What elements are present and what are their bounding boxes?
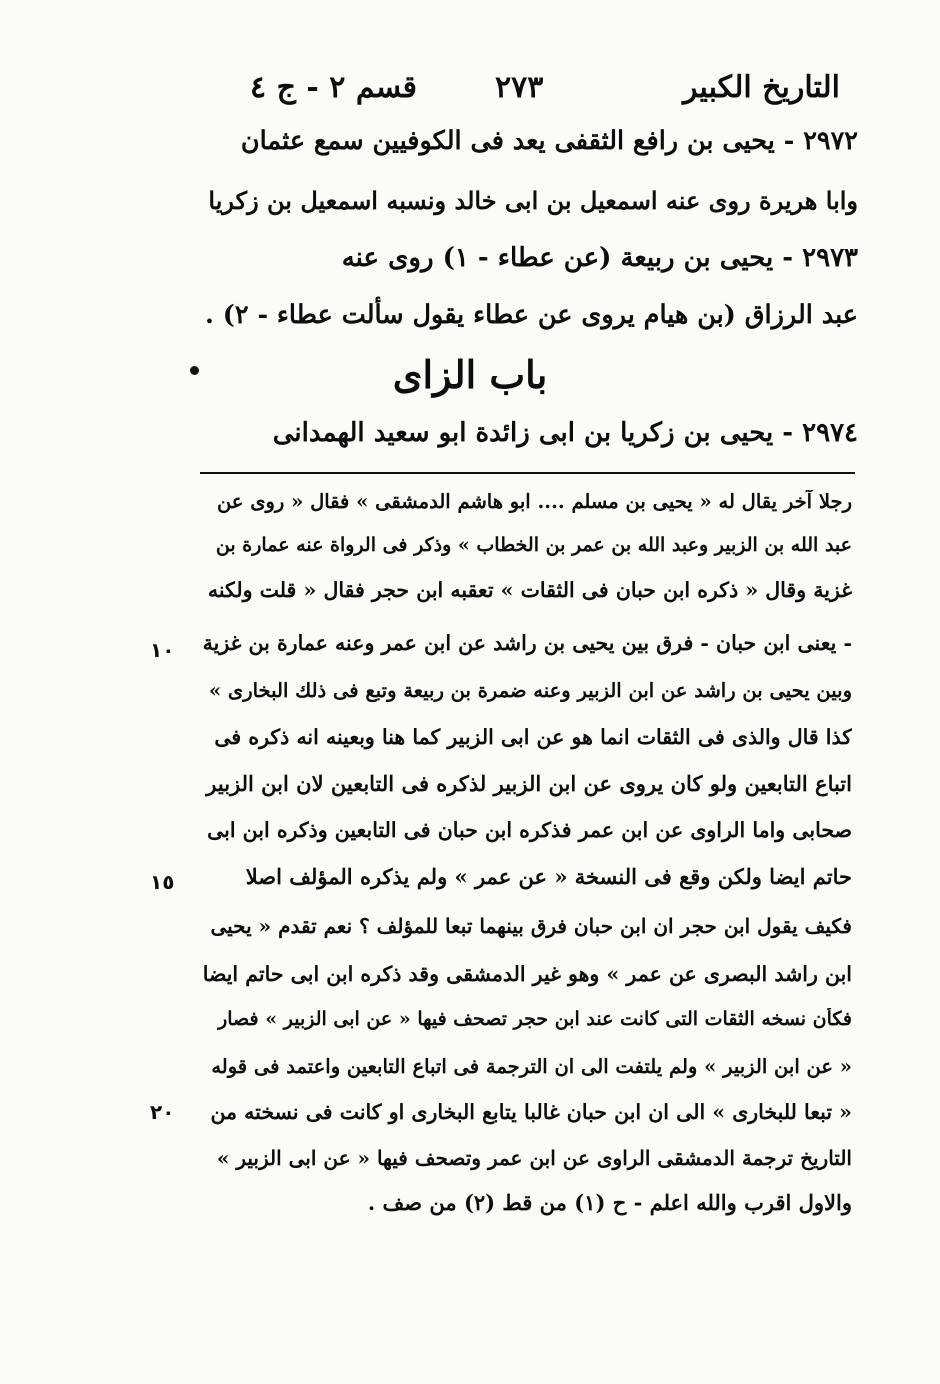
footnote-line: اتباع التابعين ولو كان يروى عن ابن الزبير لذكره فى التابعين لان ابن الزبير: [206, 771, 852, 796]
chapter-heading: باب الزاى: [392, 352, 548, 397]
entry-2974: ٢٩٧٤ - يحيى بن زكريا بن ابى زائدة ابو سعيد الهمدانى: [272, 418, 858, 448]
footnote-line: فكيف يقول ابن حجر ان ابن حبان فرق بينهما تبعا للمؤلف ؟ نعم تقدم « يحيى: [210, 914, 852, 938]
footnote-line: ابن راشد البصرى عن عمر » وهو غير الدمشقى وقد ذكره ابن ابى حاتم ايضا: [202, 962, 852, 986]
footnote-line: « عن ابن الزبير » ولم يلتفت الى ان الترجمة فى اتباع التابعين واعتمد فى قوله: [211, 1055, 852, 1078]
footnote-line: فكأن نسخه الثقات التى كانت عند ابن حجر تصحف فيها « عن ابى الزبير » فصار: [218, 1008, 852, 1030]
section-volume: قسم ٢ - ج ٤: [250, 70, 417, 105]
footnote-line: - يعنى ابن حبان - فرق بين يحيى بن راشد عن ابن عمر وعنه عمارة بن غزية: [202, 631, 852, 655]
book-title: التاريخ الكبير: [682, 70, 840, 105]
footnote-line: رجلا آخر يقال له « يحيى بن مسلم .... ابو هاشم الدمشقى » فقال « روى عن: [216, 490, 852, 513]
entry-2972-line-2: وابا هريرة روى عنه اسمعيل بن ابى خالد ونسبه اسمعيل بن زكريا: [208, 186, 858, 215]
entry-2973-line-2: عبد الرزاق (بن هيام يروى عن عطاء يقول سألت عطاء - ٢) .: [205, 300, 858, 330]
footnote-line: غزية وقال « ذكره ابن حبان فى الثقات » تعقبه ابن حجر فقال « قلت ولكنه: [207, 578, 852, 602]
footnote-line: عبد الله بن الزبير وعبد الله بن عمر بن الخطاب » وذكر فى الرواة عنه عمارة بن: [215, 534, 852, 556]
running-header: [250, 70, 840, 120]
footnote-line: « تبعا للبخارى » الى ان ابن حبان غالبا يتابع البخارى او كانت فى نسخته من: [210, 1100, 852, 1124]
footnote-rule: [200, 472, 855, 474]
line-number: ٢٠: [150, 1100, 175, 1124]
footnote-line: صحابى واما الراوى عن ابن عمر فذكره ابن حبان فى التابعين وذكره ابن ابى: [207, 818, 852, 842]
entry-2973-line-1: ٢٩٧٣ - يحيى بن ربيعة (عن عطاء - ١) روى عنه: [341, 243, 858, 273]
footnote-line: والاول اقرب والله اعلم - ح (١) من قط (٢) من صف .: [367, 1190, 852, 1215]
footnote-line: كذا قال والذى فى الثقات انما هو عن ابى الزبير كما هنا وبعينه انه ذكره فى: [214, 725, 852, 749]
line-number: ١٠: [150, 638, 175, 662]
entry-2972-line-1: ٢٩٧٢ - يحيى بن رافع الثقفى يعد فى الكوفيين سمع عثمان: [240, 126, 858, 156]
margin-dot: [190, 366, 199, 375]
footnote-line: وبين يحيى بن راشد عن ابن الزبير وعنه ضمرة بن ربيعة وتبع فى ذلك البخارى »: [208, 679, 852, 702]
line-number: ١٥: [150, 870, 175, 894]
footnote-line: التاريخ ترجمة الدمشقى الراوى عن ابن عمر وتصحف فيها « عن ابى الزبير »: [216, 1146, 852, 1170]
footnote-line: حاتم ايضا ولكن وقع فى النسخة « عن عمر » ولم يذكره المؤلف اصلا: [245, 864, 852, 889]
page-number: ٢٧٣: [495, 70, 544, 105]
